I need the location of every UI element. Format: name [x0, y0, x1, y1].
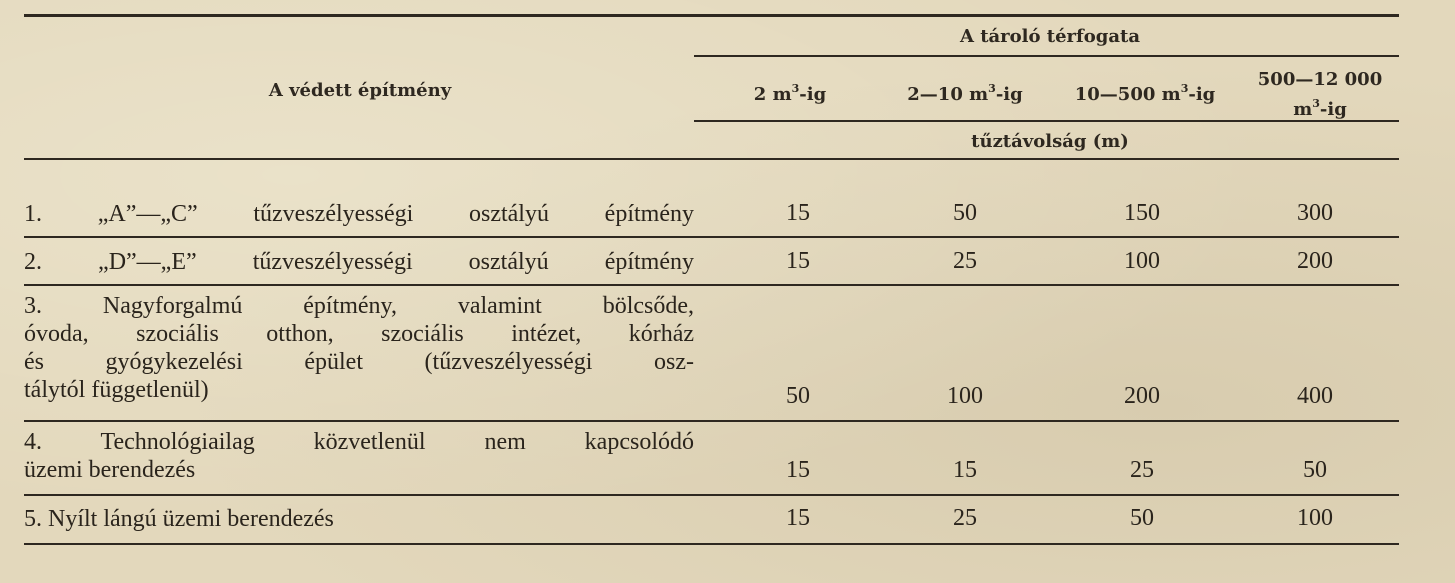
table-bottom-rule — [24, 543, 1399, 545]
table-row-4-label: 4. Technológiailag közvetlenül nem kapcsolódó üzemi berendezés — [24, 429, 694, 483]
row-4-value-1: 15 — [786, 457, 810, 483]
row-1-rule — [24, 236, 1399, 238]
table-row-3-label: 3. Nagyforgalmú építmény, valamint bölcsőde, óvoda, szociális otthon, szociális intézet, kórház és gyógykezelési épület (tűzveszélyességi osz- tálytól függetlenül) — [24, 293, 694, 403]
top-rule — [24, 14, 1399, 17]
row-1-value-1: 15 — [786, 200, 810, 226]
row-2-value-2: 25 — [953, 248, 977, 274]
row-5-value-2: 25 — [953, 505, 977, 531]
row-4-rule — [24, 494, 1399, 496]
row-3-value-1: 50 — [786, 383, 810, 409]
header-bottom-rule — [24, 158, 1399, 160]
row-4-value-4: 50 — [1303, 457, 1327, 483]
row-4-value-2: 15 — [953, 457, 977, 483]
column-header-3: 10—500 $m^3-ig$ — [1074, 82, 1216, 105]
distance-header: tűztávolság (m) — [971, 131, 1129, 152]
row-3-value-2: 100 — [947, 383, 983, 409]
column-header-2: 2—10 $m^3-ig$ — [907, 82, 1023, 105]
protected-structure-header: A védett építmény — [268, 80, 452, 101]
row-2-rule — [24, 284, 1399, 286]
column-header-4: 500—12 000 $m^3-ig$ — [1257, 69, 1383, 120]
row-1-value-4: 300 — [1297, 200, 1333, 226]
row-2-value-4: 200 — [1297, 248, 1333, 274]
row-2-value-1: 15 — [786, 248, 810, 274]
volume-rule — [694, 55, 1399, 57]
row-5-value-3: 50 — [1130, 505, 1154, 531]
column-header-1: 2 $m^3-ig$ — [753, 82, 827, 105]
row-5-value-4: 100 — [1297, 505, 1333, 531]
row-5-value-1: 15 — [786, 505, 810, 531]
table-row-2-label: 2. „D”—„E” tűzveszélyességi osztályú építmény — [24, 249, 694, 275]
row-3-value-3: 200 — [1124, 383, 1160, 409]
row-1-value-3: 150 — [1124, 200, 1160, 226]
row-1-value-2: 50 — [953, 200, 977, 226]
row-3-rule — [24, 420, 1399, 422]
volume-group-header: A tároló térfogata — [959, 26, 1141, 47]
row-2-value-3: 100 — [1124, 248, 1160, 274]
row-3-value-4: 400 — [1297, 383, 1333, 409]
table-row-5-label: 5. Nyílt lángú üzemi berendezés — [24, 506, 334, 532]
table-row-1-label: 1. „A”—„C” tűzveszélyességi osztályú építmény — [24, 201, 694, 227]
row-4-value-3: 25 — [1130, 457, 1154, 483]
